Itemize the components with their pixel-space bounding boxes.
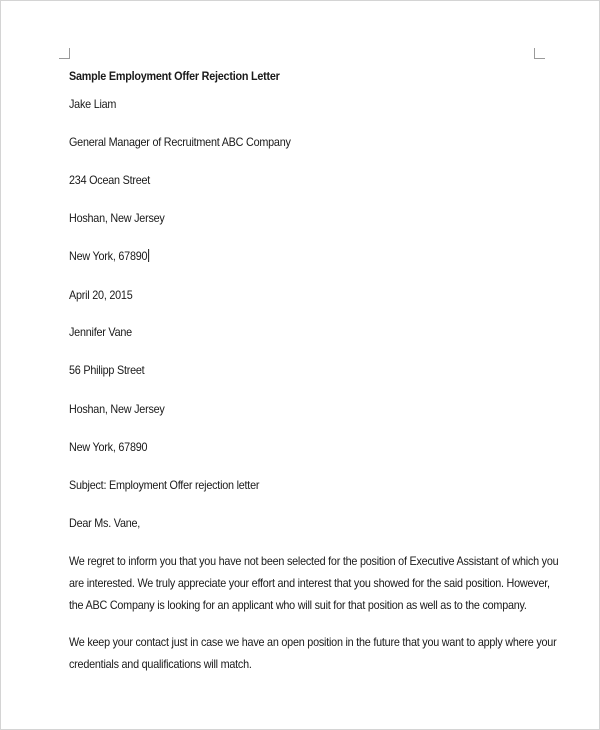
body-paragraph-2 bbox=[69, 631, 556, 675]
text-cursor bbox=[148, 249, 149, 262]
recipient-street: 56 Philipp Street bbox=[69, 363, 145, 377]
body-paragraph-2-line: credentials and qualifications will match. bbox=[69, 657, 252, 671]
body-paragraph-1-line: are interested. We truly appreciate your effort and interest that you showed for the said position. However, bbox=[69, 576, 550, 590]
body-paragraph-2-line: We keep your contact just in case we have an open position in the future that you want to apply where your bbox=[69, 635, 557, 649]
letter-salutation: Dear Ms. Vane, bbox=[69, 516, 141, 530]
recipient-name: Jennifer Vane bbox=[69, 325, 132, 339]
letter-title: Sample Employment Offer Rejection Letter bbox=[69, 69, 280, 83]
sender-city: Hoshan, New Jersey bbox=[69, 211, 165, 225]
body-paragraph-1 bbox=[69, 550, 558, 616]
body-paragraph-1-line: We regret to inform you that you have not been selected for the position of Executive Assistant of which you bbox=[69, 554, 559, 568]
letter-date: April 20, 2015 bbox=[69, 288, 133, 302]
letter-subject: Subject: Employment Offer rejection letter bbox=[69, 478, 260, 492]
sender-region-line[interactable] bbox=[69, 248, 149, 264]
recipient-city: Hoshan, New Jersey bbox=[69, 402, 165, 416]
sender-street: 234 Ocean Street bbox=[69, 173, 151, 187]
sender-name: Jake Liam bbox=[69, 97, 117, 111]
margin-corner-top-left bbox=[59, 48, 70, 59]
margin-corner-top-right bbox=[534, 48, 545, 59]
body-paragraph-1-line: the ABC Company is looking for an applicant who will suit for that position as well as to the company. bbox=[69, 598, 527, 612]
sender-title: General Manager of Recruitment ABC Company bbox=[69, 135, 291, 149]
recipient-region: New York, 67890 bbox=[69, 440, 148, 454]
sender-region: New York, 67890 bbox=[69, 249, 148, 263]
